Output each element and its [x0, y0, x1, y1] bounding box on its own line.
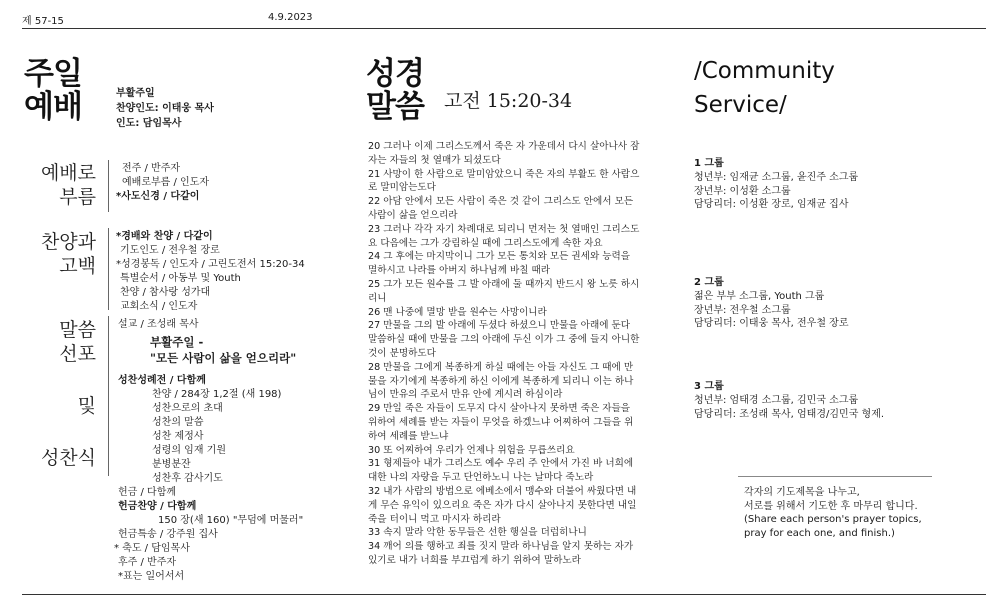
prayer-note-line: (Share each person's prayer topics,	[744, 514, 922, 525]
section-label-praise-confession	[22, 230, 96, 278]
closing-item: *표는 일어서서	[118, 571, 185, 582]
section-label-line: 선포	[59, 343, 96, 365]
order-item-text: *사도신경 / 다같이	[116, 191, 200, 202]
section-divider	[108, 160, 109, 212]
prayer-note-line: pray for each one, and finish.)	[744, 527, 895, 539]
communion-item: 성찬으로의 초대	[152, 403, 223, 414]
verse: 29 만일 죽은 자들이 도무지 다시 살아나지 못하면 죽은 자들을 위하여 세례를 받는 자들이 무엇을 하겠느냐 어찌하여 그들을 위하여 세례를 받느냐	[368, 403, 634, 442]
closing-item: 헌금 / 다함께	[118, 487, 177, 498]
group-line: 장년부: 전우철 소그룹	[694, 304, 791, 316]
verse: 22 아담 안에서 모든 사람이 죽은 것 같이 그리스도 안에서 모든 사람이 삶을 얻으리라	[368, 196, 634, 221]
call-to-worship-list	[116, 162, 209, 204]
order-item-text: 찬양 / 참사랑 성가대	[120, 287, 211, 298]
group-line: 청년부: 엄태경 소그룹, 김민국 소그룹	[694, 395, 859, 406]
prayer-divider	[738, 476, 932, 477]
section-label-call-to-worship	[22, 161, 96, 209]
group-title: 1 그룹	[694, 158, 724, 169]
communion-head	[118, 374, 296, 388]
verse: 34 깨어 의를 행하고 죄를 짓지 말라 하나님을 알지 못하는 자가 있기로 내가 너희를 부끄럽게 하기 위하여 말하노라	[368, 541, 634, 566]
order-item-text: *성경봉독 / 인도자 / 고린도전서 15:20-34	[116, 259, 305, 270]
section-label-line: 고백	[59, 255, 96, 277]
closing-item: 헌금특송 / 강주원 집사	[118, 529, 218, 540]
verse: 30 또 어찌하여 우리가 언제나 위험을 무릅쓰리요	[368, 444, 575, 456]
section-label-line: 성찬식	[40, 447, 96, 469]
order-item	[116, 244, 305, 258]
group-title: 2 그룹	[694, 277, 724, 288]
communion-item: 찬양 / 284장 1,2절 (새 198)	[152, 389, 282, 400]
communion-item: 분병분잔	[152, 459, 191, 470]
scripture-title-line2: 말씀	[366, 89, 424, 125]
communion-head-text: 성찬성례전 / 다함께	[118, 375, 206, 386]
group-1	[694, 157, 858, 212]
top-divider	[22, 28, 986, 29]
service-name: 부활주일	[116, 88, 155, 99]
prayer-note-line: 각자의 기도제목을 나누고,	[744, 487, 860, 498]
praise-confession-list	[116, 230, 305, 314]
service-leader: 인도: 담임목사	[116, 118, 182, 129]
order-item-text: 기도인도 / 전우철 장로	[120, 245, 220, 256]
worship-title-line2: 예배	[24, 89, 82, 125]
closing-hymn: 150 장(새 160) "무덤에 머물러"	[158, 515, 304, 526]
worship-info	[116, 86, 214, 131]
closing-item: * 축도 / 담임목사	[114, 543, 190, 554]
verse: 20 그러나 이제 그리스도께서 죽은 자 가운데서 다시 살아나사 잠자는 자들의 첫 열매가 되셨도다	[368, 141, 640, 166]
sermon-title: 부활주일 -	[150, 335, 204, 349]
bottom-divider	[22, 594, 986, 595]
community-title-line2: Service/	[694, 92, 787, 118]
order-item-text: 특별순서 / 아동부 및 Youth	[120, 273, 241, 284]
bulletin-date: 4.9.2023	[268, 12, 313, 23]
community-title	[694, 54, 835, 122]
communion-items	[118, 388, 296, 486]
group-line: 담당리더: 이성환 장로, 임재균 집사	[694, 199, 849, 210]
section-label-word-communion	[22, 318, 96, 470]
order-item	[116, 258, 305, 272]
group-line: 장년부: 이성환 소그룹	[694, 185, 791, 197]
section-label-line: 예배로	[40, 162, 96, 184]
order-item	[116, 272, 305, 286]
verse: 27 만물을 그의 발 아래에 두셨다 하셨으니 만물을 아래에 둔다 말씀하실 때에 만물을 그의 아래에 두신 이가 그 중에 들지 아니한 것이 분명하도다	[368, 320, 640, 359]
communion-item: 성령의 임재 기원	[152, 445, 226, 456]
verse: 33 속지 말라 악한 동무들은 선한 행실을 더럽히나니	[368, 527, 587, 539]
group-line: 담당리더: 이태웅 목사, 전우철 장로	[694, 318, 849, 329]
group-line: 청년부: 임재균 소그룹, 윤진주 소그룹	[694, 172, 859, 183]
praise-leader: 찬양인도: 이태웅 목사	[116, 103, 214, 114]
scripture-reference: 고전 15:20-34	[444, 90, 573, 112]
group-line: 담당리더: 조성래 목사, 엄태경/김민국 형제.	[694, 408, 885, 420]
verse: 26 맨 나중에 멸망 받을 원수는 사망이니라	[368, 306, 547, 318]
closing-item: 헌금찬양 / 다함께	[118, 501, 197, 512]
group-title: 3 그룹	[694, 381, 724, 392]
section-label-line: 및	[77, 395, 96, 417]
group-3	[694, 380, 884, 421]
section-divider	[108, 228, 109, 310]
scripture-title-line1: 성경	[366, 56, 424, 92]
order-item	[116, 286, 305, 300]
order-item	[116, 230, 305, 244]
group-line: 젊은 부부 소그룹, Youth 그룹	[694, 291, 825, 302]
sermon-title-subtitle: "모든 사람이 삶을 얻으리라"	[150, 351, 297, 365]
group-2	[694, 276, 849, 331]
issue-number: 제 57-15	[22, 16, 64, 27]
order-item	[116, 176, 209, 190]
closing-list	[114, 486, 304, 584]
section-label-line: 찬양과	[40, 231, 96, 253]
word-communion-list	[118, 318, 296, 486]
verse: 25 그가 모든 원수를 그 발 아래에 둘 때까지 반드시 왕 노릇 하시리니	[368, 278, 640, 304]
verse: 32 내가 사람의 방법으로 에베소에서 맹수와 더불어 싸웠다면 내게 무슨 유익이 있으리요 죽은 자가 다시 살아나지 못한다면 내일 죽을 터이니 먹고 마시자 하리라	[368, 485, 637, 525]
communion-item: 성찬후 감사기도	[152, 473, 223, 484]
order-item	[116, 190, 209, 204]
order-item-text: 교회소식 / 인도자	[120, 301, 198, 312]
verse: 24 그 후에는 마지막이니 그가 모든 통치와 모든 권세와 능력을 멸하시고 나라를 아버지 하나님께 바칠 때라	[368, 251, 631, 277]
prayer-note-line: 서로를 위해서 기도한 후 마무리 합니다.	[744, 500, 918, 512]
order-item	[116, 162, 209, 176]
verse: 21 사망이 한 사람으로 말미암았으니 죽은 자의 부활도 한 사람으로 말미암는도다	[368, 168, 640, 194]
verse: 23 그러나 각각 자기 차례대로 되리니 먼저는 첫 열매인 그리스도요 다음에는 그가 강림하실 때에 그리스도에게 속한 자요	[368, 223, 640, 249]
worship-title-line1: 주일	[24, 56, 82, 92]
communion-item: 성찬 제정사	[152, 431, 204, 442]
order-item	[116, 300, 305, 314]
order-item-text: 전주 / 반주자	[122, 163, 181, 174]
worship-title	[24, 58, 82, 124]
prayer-note	[744, 486, 922, 540]
sermon-line: 설교 / 조성래 목사	[118, 319, 199, 330]
verse: 28 만물을 그에게 복종하게 하실 때에는 아들 자신도 그 때에 만물을 자기에게 복종하게 하신 이에게 복종하게 되리니 이는 하나님이 만유의 주로서 만유 안에 계시려 하심이라	[368, 361, 634, 401]
verse: 31 형제들아 내가 그리스도 예수 우리 주 안에서 가진 바 너희에 대한 나의 자랑을 두고 단언하노니 나는 날마다 죽노라	[368, 458, 634, 484]
communion-item: 성찬의 말씀	[152, 417, 204, 428]
order-item-text: 예배로부름 / 인도자	[122, 177, 210, 188]
closing-item: 후주 / 반주자	[118, 557, 177, 568]
scripture-verses	[368, 140, 640, 568]
order-item-text: *경배와 찬양 / 다같이	[116, 231, 213, 242]
community-title-line1: /Community	[694, 58, 835, 84]
section-divider	[108, 316, 109, 476]
scripture-title	[366, 58, 424, 124]
section-label-line: 말씀	[59, 319, 96, 341]
section-label-line: 부름	[59, 186, 96, 208]
